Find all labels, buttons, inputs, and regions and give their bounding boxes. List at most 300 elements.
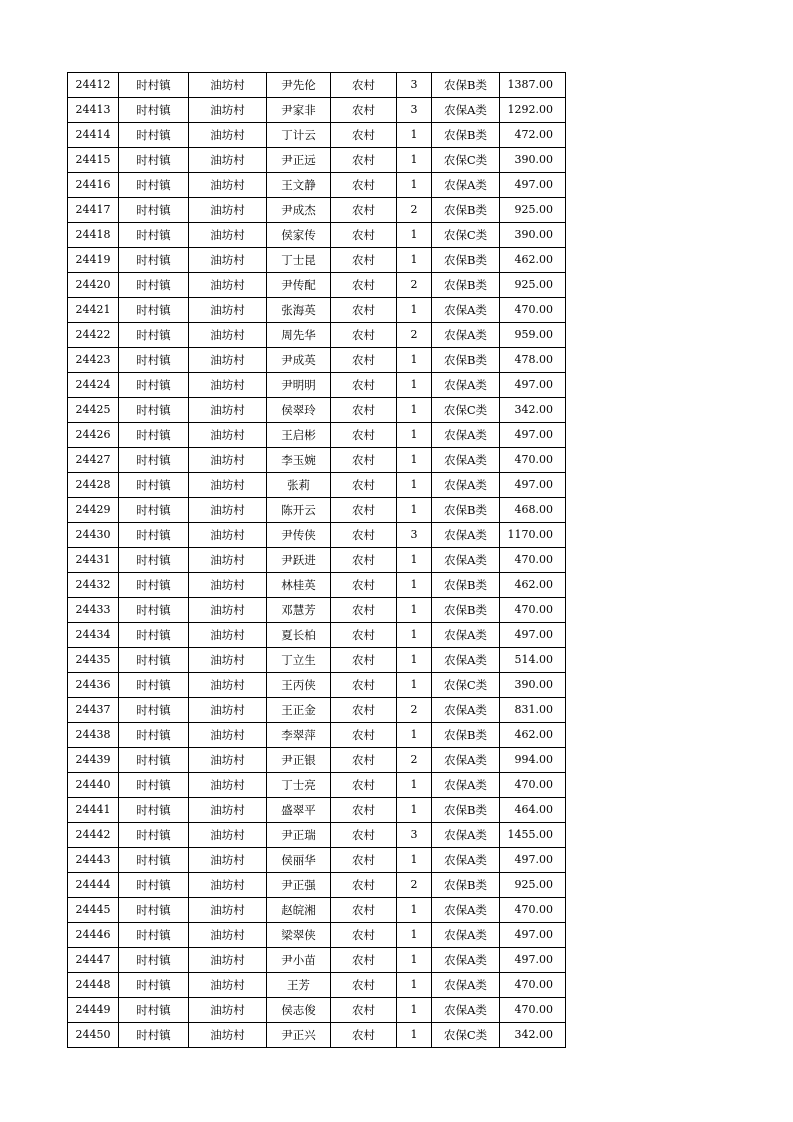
amount-cell: 497.00 bbox=[500, 623, 566, 648]
insurance-category-cell: 农保A类 bbox=[432, 848, 500, 873]
insurance-category-cell: 农保A类 bbox=[432, 773, 500, 798]
insurance-category-cell: 农保A类 bbox=[432, 823, 500, 848]
table-row bbox=[68, 623, 566, 648]
record-id-cell: 24431 bbox=[68, 548, 119, 573]
insurance-category-cell: 农保B类 bbox=[432, 273, 500, 298]
town-cell: 时村镇 bbox=[119, 98, 189, 123]
record-id-cell: 24428 bbox=[68, 473, 119, 498]
amount-cell: 470.00 bbox=[500, 973, 566, 998]
insurance-category-cell: 农保A类 bbox=[432, 323, 500, 348]
amount-cell: 390.00 bbox=[500, 148, 566, 173]
table-row bbox=[68, 948, 566, 973]
member-count-cell: 3 bbox=[397, 823, 432, 848]
table-row bbox=[68, 848, 566, 873]
person-name-cell: 侯家传 bbox=[267, 223, 331, 248]
town-cell: 时村镇 bbox=[119, 523, 189, 548]
village-cell: 油坊村 bbox=[189, 498, 267, 523]
member-count-cell: 1 bbox=[397, 373, 432, 398]
amount-cell: 464.00 bbox=[500, 798, 566, 823]
person-name-cell: 尹正远 bbox=[267, 148, 331, 173]
village-cell: 油坊村 bbox=[189, 598, 267, 623]
village-cell: 油坊村 bbox=[189, 198, 267, 223]
village-cell: 油坊村 bbox=[189, 623, 267, 648]
record-id-cell: 24437 bbox=[68, 698, 119, 723]
table-row bbox=[68, 473, 566, 498]
village-cell: 油坊村 bbox=[189, 573, 267, 598]
insurance-category-cell: 农保C类 bbox=[432, 1023, 500, 1048]
amount-cell: 497.00 bbox=[500, 948, 566, 973]
member-count-cell: 3 bbox=[397, 98, 432, 123]
table-row bbox=[68, 598, 566, 623]
village-cell: 油坊村 bbox=[189, 673, 267, 698]
member-count-cell: 1 bbox=[397, 148, 432, 173]
household-type-cell: 农村 bbox=[331, 948, 397, 973]
insurance-category-cell: 农保B类 bbox=[432, 498, 500, 523]
amount-cell: 514.00 bbox=[500, 648, 566, 673]
town-cell: 时村镇 bbox=[119, 473, 189, 498]
village-cell: 油坊村 bbox=[189, 873, 267, 898]
insurance-category-cell: 农保A类 bbox=[432, 923, 500, 948]
person-name-cell: 赵皖湘 bbox=[267, 898, 331, 923]
record-id-cell: 24439 bbox=[68, 748, 119, 773]
town-cell: 时村镇 bbox=[119, 798, 189, 823]
household-type-cell: 农村 bbox=[331, 773, 397, 798]
insurance-category-cell: 农保A类 bbox=[432, 298, 500, 323]
person-name-cell: 盛翠平 bbox=[267, 798, 331, 823]
member-count-cell: 1 bbox=[397, 623, 432, 648]
town-cell: 时村镇 bbox=[119, 148, 189, 173]
member-count-cell: 1 bbox=[397, 173, 432, 198]
town-cell: 时村镇 bbox=[119, 1023, 189, 1048]
village-cell: 油坊村 bbox=[189, 1023, 267, 1048]
member-count-cell: 2 bbox=[397, 748, 432, 773]
record-id-cell: 24426 bbox=[68, 423, 119, 448]
insurance-category-cell: 农保A类 bbox=[432, 548, 500, 573]
person-name-cell: 尹明明 bbox=[267, 373, 331, 398]
person-name-cell: 尹正强 bbox=[267, 873, 331, 898]
household-type-cell: 农村 bbox=[331, 1023, 397, 1048]
amount-cell: 470.00 bbox=[500, 998, 566, 1023]
town-cell: 时村镇 bbox=[119, 623, 189, 648]
member-count-cell: 1 bbox=[397, 423, 432, 448]
village-cell: 油坊村 bbox=[189, 798, 267, 823]
table-row bbox=[68, 648, 566, 673]
record-id-cell: 24434 bbox=[68, 623, 119, 648]
member-count-cell: 1 bbox=[397, 673, 432, 698]
town-cell: 时村镇 bbox=[119, 873, 189, 898]
table-row bbox=[68, 973, 566, 998]
table-row bbox=[68, 98, 566, 123]
table-row bbox=[68, 898, 566, 923]
table-row bbox=[68, 498, 566, 523]
person-name-cell: 侯丽华 bbox=[267, 848, 331, 873]
town-cell: 时村镇 bbox=[119, 598, 189, 623]
record-id-cell: 24427 bbox=[68, 448, 119, 473]
member-count-cell: 1 bbox=[397, 348, 432, 373]
record-id-cell: 24425 bbox=[68, 398, 119, 423]
amount-cell: 1170.00 bbox=[500, 523, 566, 548]
member-count-cell: 1 bbox=[397, 123, 432, 148]
record-id-cell: 24429 bbox=[68, 498, 119, 523]
town-cell: 时村镇 bbox=[119, 398, 189, 423]
record-id-cell: 24442 bbox=[68, 823, 119, 848]
member-count-cell: 1 bbox=[397, 298, 432, 323]
town-cell: 时村镇 bbox=[119, 198, 189, 223]
town-cell: 时村镇 bbox=[119, 248, 189, 273]
table-row bbox=[68, 923, 566, 948]
record-id-cell: 24414 bbox=[68, 123, 119, 148]
record-id-cell: 24443 bbox=[68, 848, 119, 873]
household-type-cell: 农村 bbox=[331, 598, 397, 623]
household-type-cell: 农村 bbox=[331, 898, 397, 923]
insurance-category-cell: 农保B类 bbox=[432, 73, 500, 98]
table-row bbox=[68, 223, 566, 248]
village-cell: 油坊村 bbox=[189, 223, 267, 248]
table-row bbox=[68, 423, 566, 448]
town-cell: 时村镇 bbox=[119, 673, 189, 698]
household-type-cell: 农村 bbox=[331, 448, 397, 473]
insurance-category-cell: 农保C类 bbox=[432, 223, 500, 248]
insurance-category-cell: 农保A类 bbox=[432, 448, 500, 473]
household-type-cell: 农村 bbox=[331, 248, 397, 273]
amount-cell: 994.00 bbox=[500, 748, 566, 773]
record-id-cell: 24450 bbox=[68, 1023, 119, 1048]
household-type-cell: 农村 bbox=[331, 823, 397, 848]
member-count-cell: 1 bbox=[397, 223, 432, 248]
record-id-cell: 24446 bbox=[68, 923, 119, 948]
village-cell: 油坊村 bbox=[189, 998, 267, 1023]
village-cell: 油坊村 bbox=[189, 423, 267, 448]
household-type-cell: 农村 bbox=[331, 673, 397, 698]
table-row bbox=[68, 573, 566, 598]
insurance-category-cell: 农保A类 bbox=[432, 423, 500, 448]
table-row bbox=[68, 673, 566, 698]
household-type-cell: 农村 bbox=[331, 173, 397, 198]
record-id-cell: 24447 bbox=[68, 948, 119, 973]
household-type-cell: 农村 bbox=[331, 523, 397, 548]
amount-cell: 925.00 bbox=[500, 873, 566, 898]
town-cell: 时村镇 bbox=[119, 348, 189, 373]
person-name-cell: 李翠萍 bbox=[267, 723, 331, 748]
insurance-category-cell: 农保A类 bbox=[432, 523, 500, 548]
record-id-cell: 24435 bbox=[68, 648, 119, 673]
insurance-category-cell: 农保B类 bbox=[432, 123, 500, 148]
household-type-cell: 农村 bbox=[331, 548, 397, 573]
table-row bbox=[68, 1023, 566, 1048]
village-cell: 油坊村 bbox=[189, 523, 267, 548]
person-name-cell: 王正金 bbox=[267, 698, 331, 723]
member-count-cell: 1 bbox=[397, 473, 432, 498]
person-name-cell: 丁计云 bbox=[267, 123, 331, 148]
table-row bbox=[68, 398, 566, 423]
village-cell: 油坊村 bbox=[189, 473, 267, 498]
member-count-cell: 1 bbox=[397, 398, 432, 423]
insurance-category-cell: 农保C类 bbox=[432, 148, 500, 173]
village-cell: 油坊村 bbox=[189, 173, 267, 198]
insurance-category-cell: 农保B类 bbox=[432, 573, 500, 598]
member-count-cell: 1 bbox=[397, 548, 432, 573]
village-cell: 油坊村 bbox=[189, 323, 267, 348]
record-id-cell: 24422 bbox=[68, 323, 119, 348]
insurance-category-cell: 农保B类 bbox=[432, 598, 500, 623]
record-id-cell: 24417 bbox=[68, 198, 119, 223]
member-count-cell: 1 bbox=[397, 723, 432, 748]
insurance-category-cell: 农保B类 bbox=[432, 798, 500, 823]
amount-cell: 462.00 bbox=[500, 573, 566, 598]
household-type-cell: 农村 bbox=[331, 723, 397, 748]
town-cell: 时村镇 bbox=[119, 723, 189, 748]
person-name-cell: 尹正银 bbox=[267, 748, 331, 773]
person-name-cell: 林桂英 bbox=[267, 573, 331, 598]
village-cell: 油坊村 bbox=[189, 348, 267, 373]
amount-cell: 497.00 bbox=[500, 473, 566, 498]
member-count-cell: 2 bbox=[397, 873, 432, 898]
village-cell: 油坊村 bbox=[189, 723, 267, 748]
household-type-cell: 农村 bbox=[331, 323, 397, 348]
amount-cell: 497.00 bbox=[500, 423, 566, 448]
amount-cell: 497.00 bbox=[500, 373, 566, 398]
table-row bbox=[68, 548, 566, 573]
record-id-cell: 24441 bbox=[68, 798, 119, 823]
table-row bbox=[68, 273, 566, 298]
person-name-cell: 尹先伦 bbox=[267, 73, 331, 98]
member-count-cell: 1 bbox=[397, 1023, 432, 1048]
table-row bbox=[68, 523, 566, 548]
table-row bbox=[68, 998, 566, 1023]
person-name-cell: 王文静 bbox=[267, 173, 331, 198]
town-cell: 时村镇 bbox=[119, 373, 189, 398]
village-cell: 油坊村 bbox=[189, 398, 267, 423]
record-id-cell: 24418 bbox=[68, 223, 119, 248]
insurance-category-cell: 农保A类 bbox=[432, 898, 500, 923]
insurance-category-cell: 农保A类 bbox=[432, 373, 500, 398]
record-id-cell: 24436 bbox=[68, 673, 119, 698]
record-id-cell: 24448 bbox=[68, 973, 119, 998]
amount-cell: 1455.00 bbox=[500, 823, 566, 848]
table-row bbox=[68, 373, 566, 398]
town-cell: 时村镇 bbox=[119, 273, 189, 298]
insurance-category-cell: 农保A类 bbox=[432, 98, 500, 123]
amount-cell: 470.00 bbox=[500, 598, 566, 623]
record-id-cell: 24433 bbox=[68, 598, 119, 623]
member-count-cell: 1 bbox=[397, 998, 432, 1023]
amount-cell: 462.00 bbox=[500, 248, 566, 273]
amount-cell: 470.00 bbox=[500, 548, 566, 573]
amount-cell: 478.00 bbox=[500, 348, 566, 373]
amount-cell: 497.00 bbox=[500, 923, 566, 948]
amount-cell: 959.00 bbox=[500, 323, 566, 348]
town-cell: 时村镇 bbox=[119, 698, 189, 723]
household-type-cell: 农村 bbox=[331, 198, 397, 223]
person-name-cell: 张莉 bbox=[267, 473, 331, 498]
town-cell: 时村镇 bbox=[119, 848, 189, 873]
table-row bbox=[68, 723, 566, 748]
record-id-cell: 24444 bbox=[68, 873, 119, 898]
table-row bbox=[68, 173, 566, 198]
village-cell: 油坊村 bbox=[189, 823, 267, 848]
person-name-cell: 陈开云 bbox=[267, 498, 331, 523]
table-row bbox=[68, 348, 566, 373]
town-cell: 时村镇 bbox=[119, 973, 189, 998]
record-id-cell: 24415 bbox=[68, 148, 119, 173]
member-count-cell: 1 bbox=[397, 598, 432, 623]
person-name-cell: 尹成杰 bbox=[267, 198, 331, 223]
household-type-cell: 农村 bbox=[331, 573, 397, 598]
village-cell: 油坊村 bbox=[189, 923, 267, 948]
table-row bbox=[68, 123, 566, 148]
village-cell: 油坊村 bbox=[189, 973, 267, 998]
insurance-category-cell: 农保A类 bbox=[432, 473, 500, 498]
amount-cell: 468.00 bbox=[500, 498, 566, 523]
town-cell: 时村镇 bbox=[119, 223, 189, 248]
amount-cell: 390.00 bbox=[500, 673, 566, 698]
person-name-cell: 侯志俊 bbox=[267, 998, 331, 1023]
village-cell: 油坊村 bbox=[189, 73, 267, 98]
member-count-cell: 1 bbox=[397, 248, 432, 273]
person-name-cell: 丁立生 bbox=[267, 648, 331, 673]
insurance-category-cell: 农保B类 bbox=[432, 198, 500, 223]
town-cell: 时村镇 bbox=[119, 498, 189, 523]
insurance-category-cell: 农保C类 bbox=[432, 673, 500, 698]
insurance-category-cell: 农保B类 bbox=[432, 248, 500, 273]
table-row bbox=[68, 448, 566, 473]
household-type-cell: 农村 bbox=[331, 698, 397, 723]
village-cell: 油坊村 bbox=[189, 123, 267, 148]
table-row bbox=[68, 873, 566, 898]
household-type-cell: 农村 bbox=[331, 273, 397, 298]
record-id-cell: 24412 bbox=[68, 73, 119, 98]
household-type-cell: 农村 bbox=[331, 148, 397, 173]
amount-cell: 1387.00 bbox=[500, 73, 566, 98]
record-id-cell: 24413 bbox=[68, 98, 119, 123]
village-cell: 油坊村 bbox=[189, 773, 267, 798]
amount-cell: 390.00 bbox=[500, 223, 566, 248]
member-count-cell: 3 bbox=[397, 73, 432, 98]
insurance-category-cell: 农保A类 bbox=[432, 748, 500, 773]
person-name-cell: 夏长柏 bbox=[267, 623, 331, 648]
person-name-cell: 张海英 bbox=[267, 298, 331, 323]
member-count-cell: 1 bbox=[397, 973, 432, 998]
table-row bbox=[68, 748, 566, 773]
household-type-cell: 农村 bbox=[331, 998, 397, 1023]
person-name-cell: 尹传配 bbox=[267, 273, 331, 298]
insurance-category-cell: 农保B类 bbox=[432, 723, 500, 748]
table-row bbox=[68, 73, 566, 98]
record-id-cell: 24445 bbox=[68, 898, 119, 923]
household-type-cell: 农村 bbox=[331, 798, 397, 823]
record-id-cell: 24438 bbox=[68, 723, 119, 748]
household-type-cell: 农村 bbox=[331, 348, 397, 373]
member-count-cell: 1 bbox=[397, 448, 432, 473]
town-cell: 时村镇 bbox=[119, 923, 189, 948]
household-type-cell: 农村 bbox=[331, 498, 397, 523]
town-cell: 时村镇 bbox=[119, 748, 189, 773]
village-cell: 油坊村 bbox=[189, 948, 267, 973]
amount-cell: 472.00 bbox=[500, 123, 566, 148]
member-count-cell: 1 bbox=[397, 498, 432, 523]
member-count-cell: 2 bbox=[397, 273, 432, 298]
amount-cell: 470.00 bbox=[500, 773, 566, 798]
amount-cell: 342.00 bbox=[500, 1023, 566, 1048]
amount-cell: 470.00 bbox=[500, 898, 566, 923]
person-name-cell: 尹传侠 bbox=[267, 523, 331, 548]
person-name-cell: 梁翠侠 bbox=[267, 923, 331, 948]
record-id-cell: 24419 bbox=[68, 248, 119, 273]
table-row bbox=[68, 798, 566, 823]
person-name-cell: 尹家非 bbox=[267, 98, 331, 123]
amount-cell: 1292.00 bbox=[500, 98, 566, 123]
member-count-cell: 1 bbox=[397, 848, 432, 873]
town-cell: 时村镇 bbox=[119, 998, 189, 1023]
member-count-cell: 3 bbox=[397, 523, 432, 548]
household-type-cell: 农村 bbox=[331, 873, 397, 898]
insurance-category-cell: 农保A类 bbox=[432, 698, 500, 723]
household-type-cell: 农村 bbox=[331, 98, 397, 123]
table-row bbox=[68, 148, 566, 173]
household-type-cell: 农村 bbox=[331, 298, 397, 323]
table-row bbox=[68, 298, 566, 323]
town-cell: 时村镇 bbox=[119, 173, 189, 198]
amount-cell: 497.00 bbox=[500, 848, 566, 873]
record-id-cell: 24449 bbox=[68, 998, 119, 1023]
town-cell: 时村镇 bbox=[119, 73, 189, 98]
member-count-cell: 1 bbox=[397, 948, 432, 973]
village-cell: 油坊村 bbox=[189, 373, 267, 398]
insurance-category-cell: 农保B类 bbox=[432, 873, 500, 898]
household-type-cell: 农村 bbox=[331, 373, 397, 398]
insurance-category-cell: 农保A类 bbox=[432, 623, 500, 648]
record-id-cell: 24440 bbox=[68, 773, 119, 798]
member-count-cell: 2 bbox=[397, 698, 432, 723]
household-type-cell: 农村 bbox=[331, 648, 397, 673]
person-name-cell: 丁士昆 bbox=[267, 248, 331, 273]
person-name-cell: 侯翠玲 bbox=[267, 398, 331, 423]
person-name-cell: 王芳 bbox=[267, 973, 331, 998]
amount-cell: 925.00 bbox=[500, 273, 566, 298]
village-cell: 油坊村 bbox=[189, 698, 267, 723]
insurance-category-cell: 农保C类 bbox=[432, 398, 500, 423]
person-name-cell: 尹小苗 bbox=[267, 948, 331, 973]
town-cell: 时村镇 bbox=[119, 648, 189, 673]
household-type-cell: 农村 bbox=[331, 973, 397, 998]
member-count-cell: 1 bbox=[397, 898, 432, 923]
table-row bbox=[68, 323, 566, 348]
table-row bbox=[68, 698, 566, 723]
insurance-category-cell: 农保A类 bbox=[432, 173, 500, 198]
village-cell: 油坊村 bbox=[189, 898, 267, 923]
person-name-cell: 邓慧芳 bbox=[267, 598, 331, 623]
amount-cell: 925.00 bbox=[500, 198, 566, 223]
household-type-cell: 农村 bbox=[331, 123, 397, 148]
member-count-cell: 1 bbox=[397, 923, 432, 948]
table-row bbox=[68, 823, 566, 848]
village-cell: 油坊村 bbox=[189, 248, 267, 273]
member-count-cell: 1 bbox=[397, 573, 432, 598]
record-id-cell: 24424 bbox=[68, 373, 119, 398]
table-row bbox=[68, 773, 566, 798]
person-name-cell: 王启彬 bbox=[267, 423, 331, 448]
village-cell: 油坊村 bbox=[189, 98, 267, 123]
insurance-category-cell: 农保A类 bbox=[432, 648, 500, 673]
insurance-category-cell: 农保B类 bbox=[432, 348, 500, 373]
amount-cell: 497.00 bbox=[500, 173, 566, 198]
table-row bbox=[68, 248, 566, 273]
person-name-cell: 丁士亮 bbox=[267, 773, 331, 798]
amount-cell: 470.00 bbox=[500, 448, 566, 473]
village-cell: 油坊村 bbox=[189, 648, 267, 673]
person-name-cell: 尹成英 bbox=[267, 348, 331, 373]
village-cell: 油坊村 bbox=[189, 298, 267, 323]
